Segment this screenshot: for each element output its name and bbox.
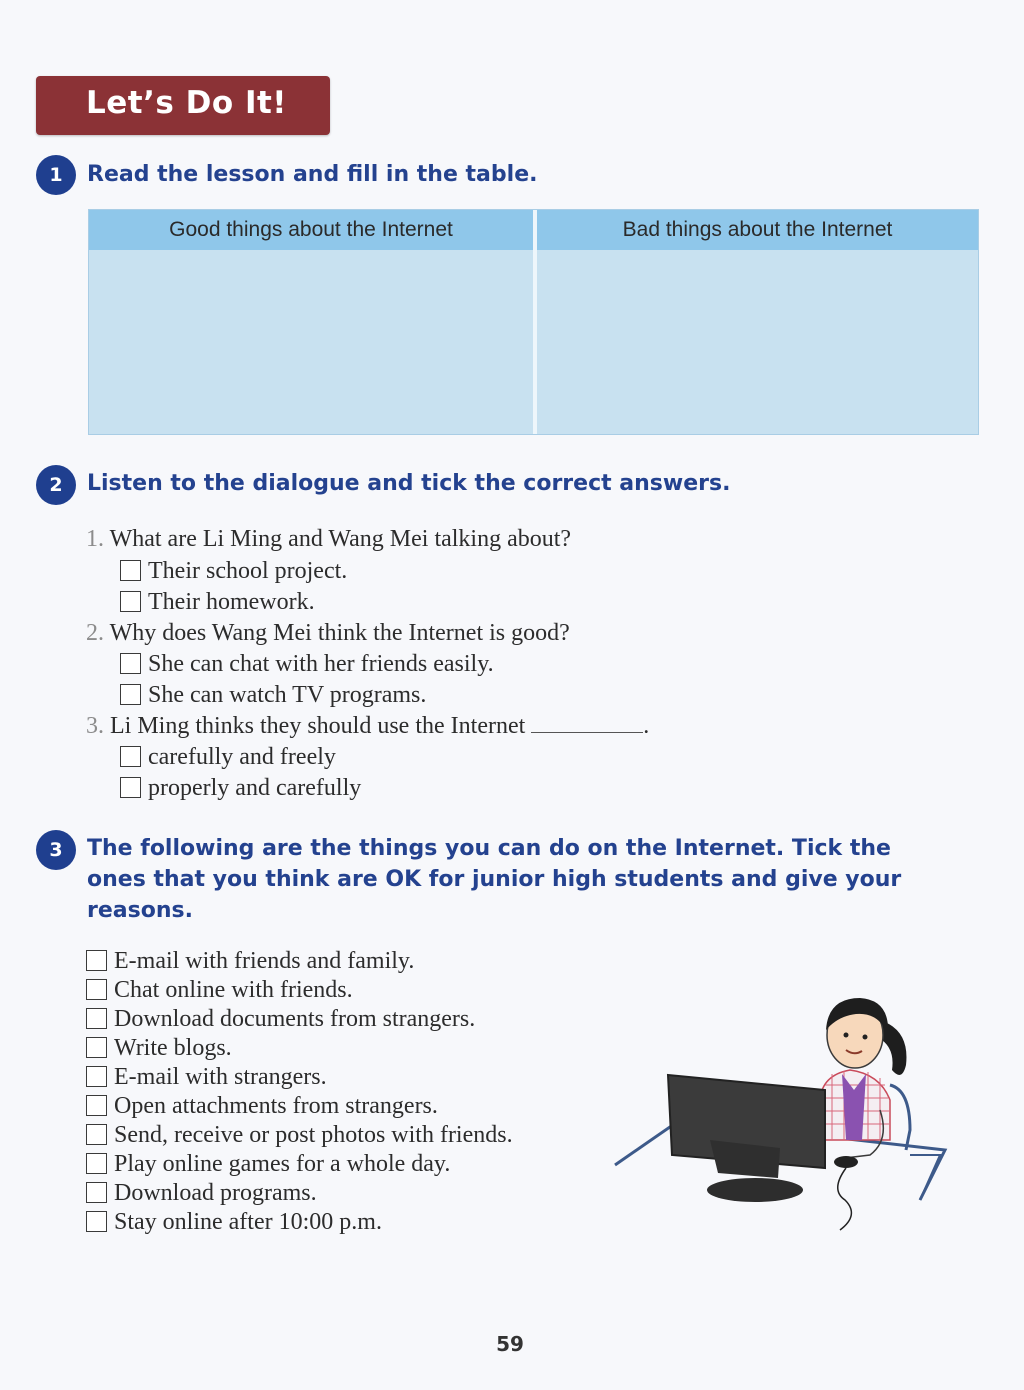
table-cell-bad[interactable] xyxy=(537,250,978,434)
option-text: carefully and freely xyxy=(148,744,336,770)
item-text: Send, receive or post photos with friends. xyxy=(114,1122,513,1148)
checkbox[interactable] xyxy=(86,1124,107,1145)
section-2-number: 2 xyxy=(36,465,76,505)
good-bad-table xyxy=(88,209,979,435)
item-text: Write blogs. xyxy=(114,1035,232,1061)
option xyxy=(120,649,494,679)
section-3-title-line: The following are the things you can do on the Internet. Tick the xyxy=(87,836,891,861)
list-item xyxy=(86,1149,450,1179)
item-text: Play online games for a whole day. xyxy=(114,1151,451,1177)
item-text: Download programs. xyxy=(114,1180,317,1206)
option-text: She can watch TV programs. xyxy=(148,682,427,708)
list-item xyxy=(86,1091,438,1121)
section-3-title-line: reasons. xyxy=(87,898,193,923)
girl-at-computer-illustration xyxy=(610,990,955,1240)
list-item xyxy=(86,946,414,976)
section-2-title: Listen to the dialogue and tick the correct answers. xyxy=(87,471,731,496)
list-item xyxy=(86,1178,317,1208)
checkbox[interactable] xyxy=(120,591,141,612)
checkbox[interactable] xyxy=(86,1066,107,1087)
question-2 xyxy=(86,618,570,648)
checkbox[interactable] xyxy=(120,653,141,674)
option-text: Their homework. xyxy=(148,589,315,615)
list-item xyxy=(86,1004,475,1034)
checkbox[interactable] xyxy=(86,1182,107,1203)
option xyxy=(120,773,361,803)
checkbox[interactable] xyxy=(86,1211,107,1232)
question-text: Li Ming thinks they should use the Internet xyxy=(110,713,526,739)
list-item xyxy=(86,1062,327,1092)
item-text: E-mail with strangers. xyxy=(114,1064,327,1090)
checkbox[interactable] xyxy=(120,560,141,581)
table-cell-good[interactable] xyxy=(89,250,533,434)
question-number: 2. xyxy=(86,620,104,646)
checkbox[interactable] xyxy=(86,979,107,1000)
option xyxy=(120,587,315,617)
item-text: E-mail with friends and family. xyxy=(114,948,415,974)
lets-do-it-banner xyxy=(36,76,330,135)
checkbox[interactable] xyxy=(120,684,141,705)
option-text: properly and carefully xyxy=(148,775,362,801)
checkbox[interactable] xyxy=(86,950,107,971)
option xyxy=(120,556,347,586)
table-header-good: Good things about the Internet xyxy=(89,210,533,250)
option xyxy=(120,680,426,710)
table-header-bad: Bad things about the Internet xyxy=(537,210,978,250)
list-item xyxy=(86,1120,513,1150)
checkbox[interactable] xyxy=(120,746,141,767)
option-text: She can chat with her friends easily. xyxy=(148,651,494,677)
page-number: 59 xyxy=(496,1332,524,1356)
banner-title: Let’s Do It! xyxy=(86,85,287,121)
item-text: Download documents from strangers. xyxy=(114,1006,476,1032)
section-3-number: 3 xyxy=(36,830,76,870)
option xyxy=(120,742,336,772)
question-end: . xyxy=(643,713,650,739)
item-text: Chat online with friends. xyxy=(114,977,353,1003)
list-item xyxy=(86,1033,232,1063)
list-item xyxy=(86,1207,382,1237)
section-3-title xyxy=(87,833,901,926)
checkbox[interactable] xyxy=(86,1095,107,1116)
option-text: Their school project. xyxy=(148,558,348,584)
question-number: 3. xyxy=(86,713,104,739)
checkbox[interactable] xyxy=(86,1037,107,1058)
item-text: Open attachments from strangers. xyxy=(114,1093,438,1119)
question-3 xyxy=(86,711,649,741)
answer-blank[interactable] xyxy=(531,712,643,733)
item-text: Stay online after 10:00 p.m. xyxy=(114,1209,382,1235)
question-text: Why does Wang Mei think the Internet is good? xyxy=(109,620,570,646)
checkbox[interactable] xyxy=(86,1153,107,1174)
section-1-title: Read the lesson and fill in the table. xyxy=(87,162,538,187)
question-text: What are Li Ming and Wang Mei talking about? xyxy=(109,526,572,552)
question-number: 1. xyxy=(86,526,104,552)
section-1-number: 1 xyxy=(36,155,76,195)
checkbox[interactable] xyxy=(86,1008,107,1029)
checkbox[interactable] xyxy=(120,777,141,798)
section-3-title-line: ones that you think are OK for junior high students and give your xyxy=(87,867,902,892)
list-item xyxy=(86,975,353,1005)
question-1 xyxy=(86,524,571,554)
